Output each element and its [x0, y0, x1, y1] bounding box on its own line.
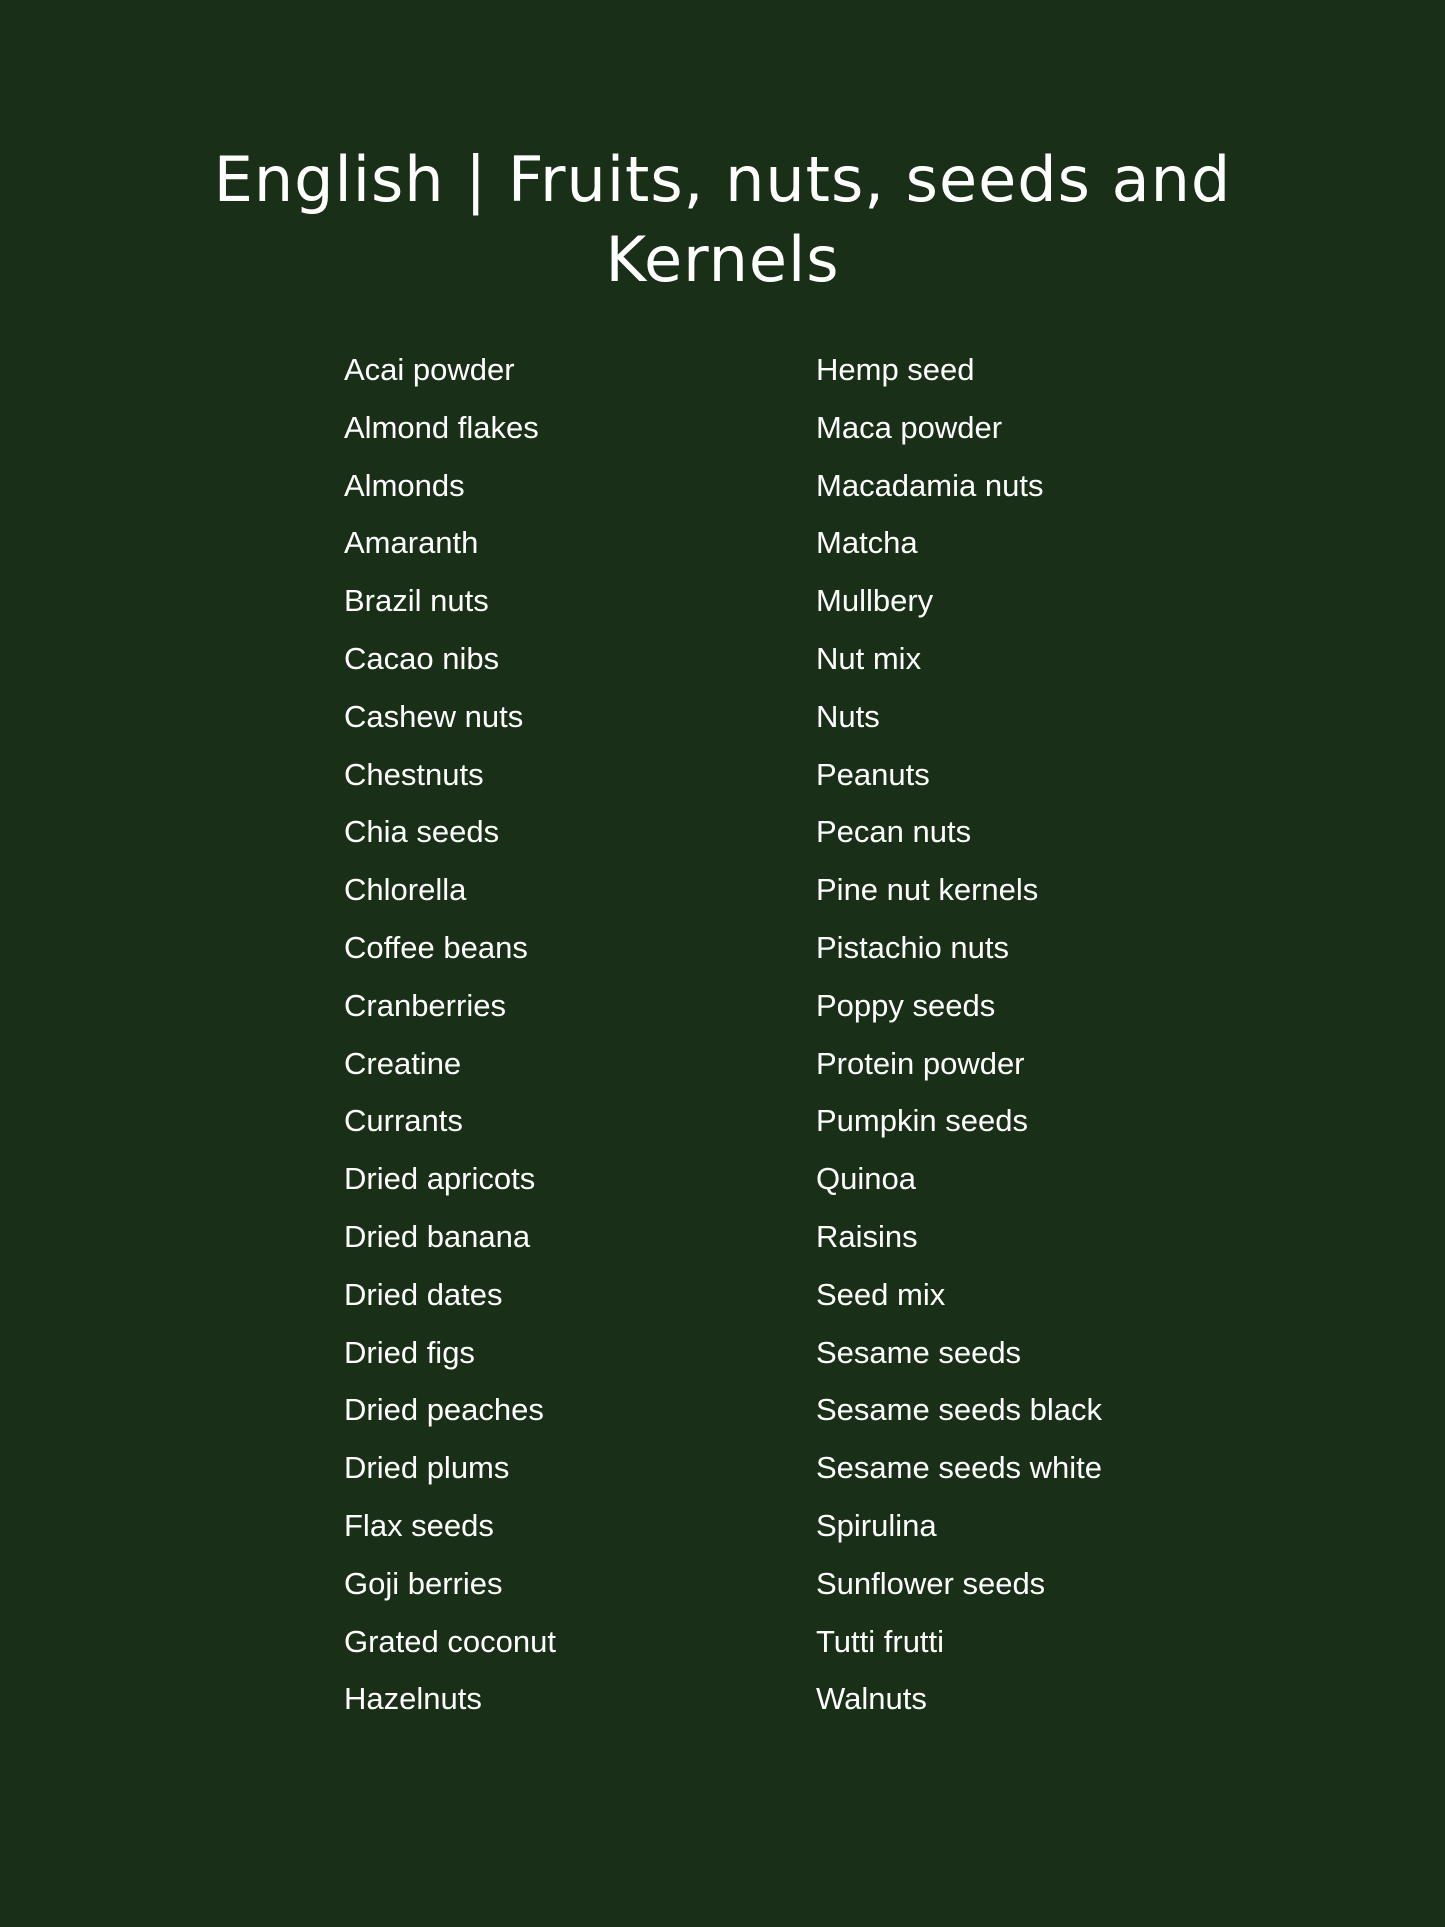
page-title-line-1: English | Fruits, nuts, seeds and — [213, 143, 1232, 216]
list-item: Peanuts — [816, 756, 930, 792]
list-item: Mullbery — [816, 583, 934, 619]
list-item: Hazelnuts — [344, 1681, 482, 1717]
list-item: Seed mix — [816, 1276, 946, 1312]
list-item: Dried banana — [344, 1218, 531, 1254]
list-item: Dried peaches — [344, 1392, 544, 1428]
list-item: Cranberries — [344, 987, 506, 1023]
list-item: Sesame seeds black — [816, 1392, 1103, 1428]
list-item: Cacao nibs — [344, 640, 500, 676]
list-item: Goji berries — [344, 1565, 503, 1601]
list-item: Brazil nuts — [344, 583, 489, 619]
list-item: Acai powder — [344, 352, 515, 387]
list-item: Nuts — [816, 698, 880, 734]
list-item: Hemp seed — [816, 352, 975, 387]
list-item: Coffee beans — [344, 929, 528, 965]
page-title-line-2: Kernels — [605, 223, 840, 296]
list-item: Sesame seeds white — [816, 1450, 1103, 1486]
list-item: Sunflower seeds — [816, 1565, 1046, 1601]
list-item: Chestnuts — [344, 756, 484, 792]
list-item: Maca powder — [816, 409, 1003, 445]
list-item: Grated coconut — [344, 1623, 556, 1659]
list-item: Dried apricots — [344, 1161, 536, 1197]
list-item: Quinoa — [816, 1161, 916, 1197]
list-item: Raisins — [816, 1218, 918, 1254]
left-column-list — [344, 345, 556, 1732]
list-item: Almond flakes — [344, 409, 539, 445]
list-item: Sesame seeds — [816, 1334, 1022, 1370]
list-item: Currants — [344, 1103, 463, 1139]
page-title — [170, 140, 1275, 300]
list-item: Creatine — [344, 1045, 462, 1081]
list-item: Dried dates — [344, 1276, 503, 1312]
list-item: Chlorella — [344, 872, 467, 908]
list-item: Dried plums — [344, 1450, 510, 1486]
list-item: Tutti frutti — [816, 1623, 945, 1659]
list-item: Macadamia nuts — [816, 467, 1044, 503]
list-item: Walnuts — [816, 1681, 927, 1717]
list-item: Spirulina — [816, 1507, 937, 1543]
list-item: Dried figs — [344, 1334, 475, 1370]
list-item: Amaranth — [344, 525, 479, 561]
list-item: Pumpkin seeds — [816, 1103, 1028, 1139]
list-item: Poppy seeds — [816, 987, 996, 1023]
list-item: Pistachio nuts — [816, 929, 1009, 965]
right-column-list — [816, 345, 1102, 1732]
list-item: Flax seeds — [344, 1507, 494, 1543]
list-item: Chia seeds — [344, 814, 500, 850]
list-item: Nut mix — [816, 640, 922, 676]
list-item: Protein powder — [816, 1045, 1025, 1081]
list-item: Pecan nuts — [816, 814, 972, 850]
list-item: Cashew nuts — [344, 698, 524, 734]
list-item: Pine nut kernels — [816, 872, 1039, 908]
list-item: Matcha — [816, 525, 918, 561]
list-item: Almonds — [344, 467, 465, 503]
